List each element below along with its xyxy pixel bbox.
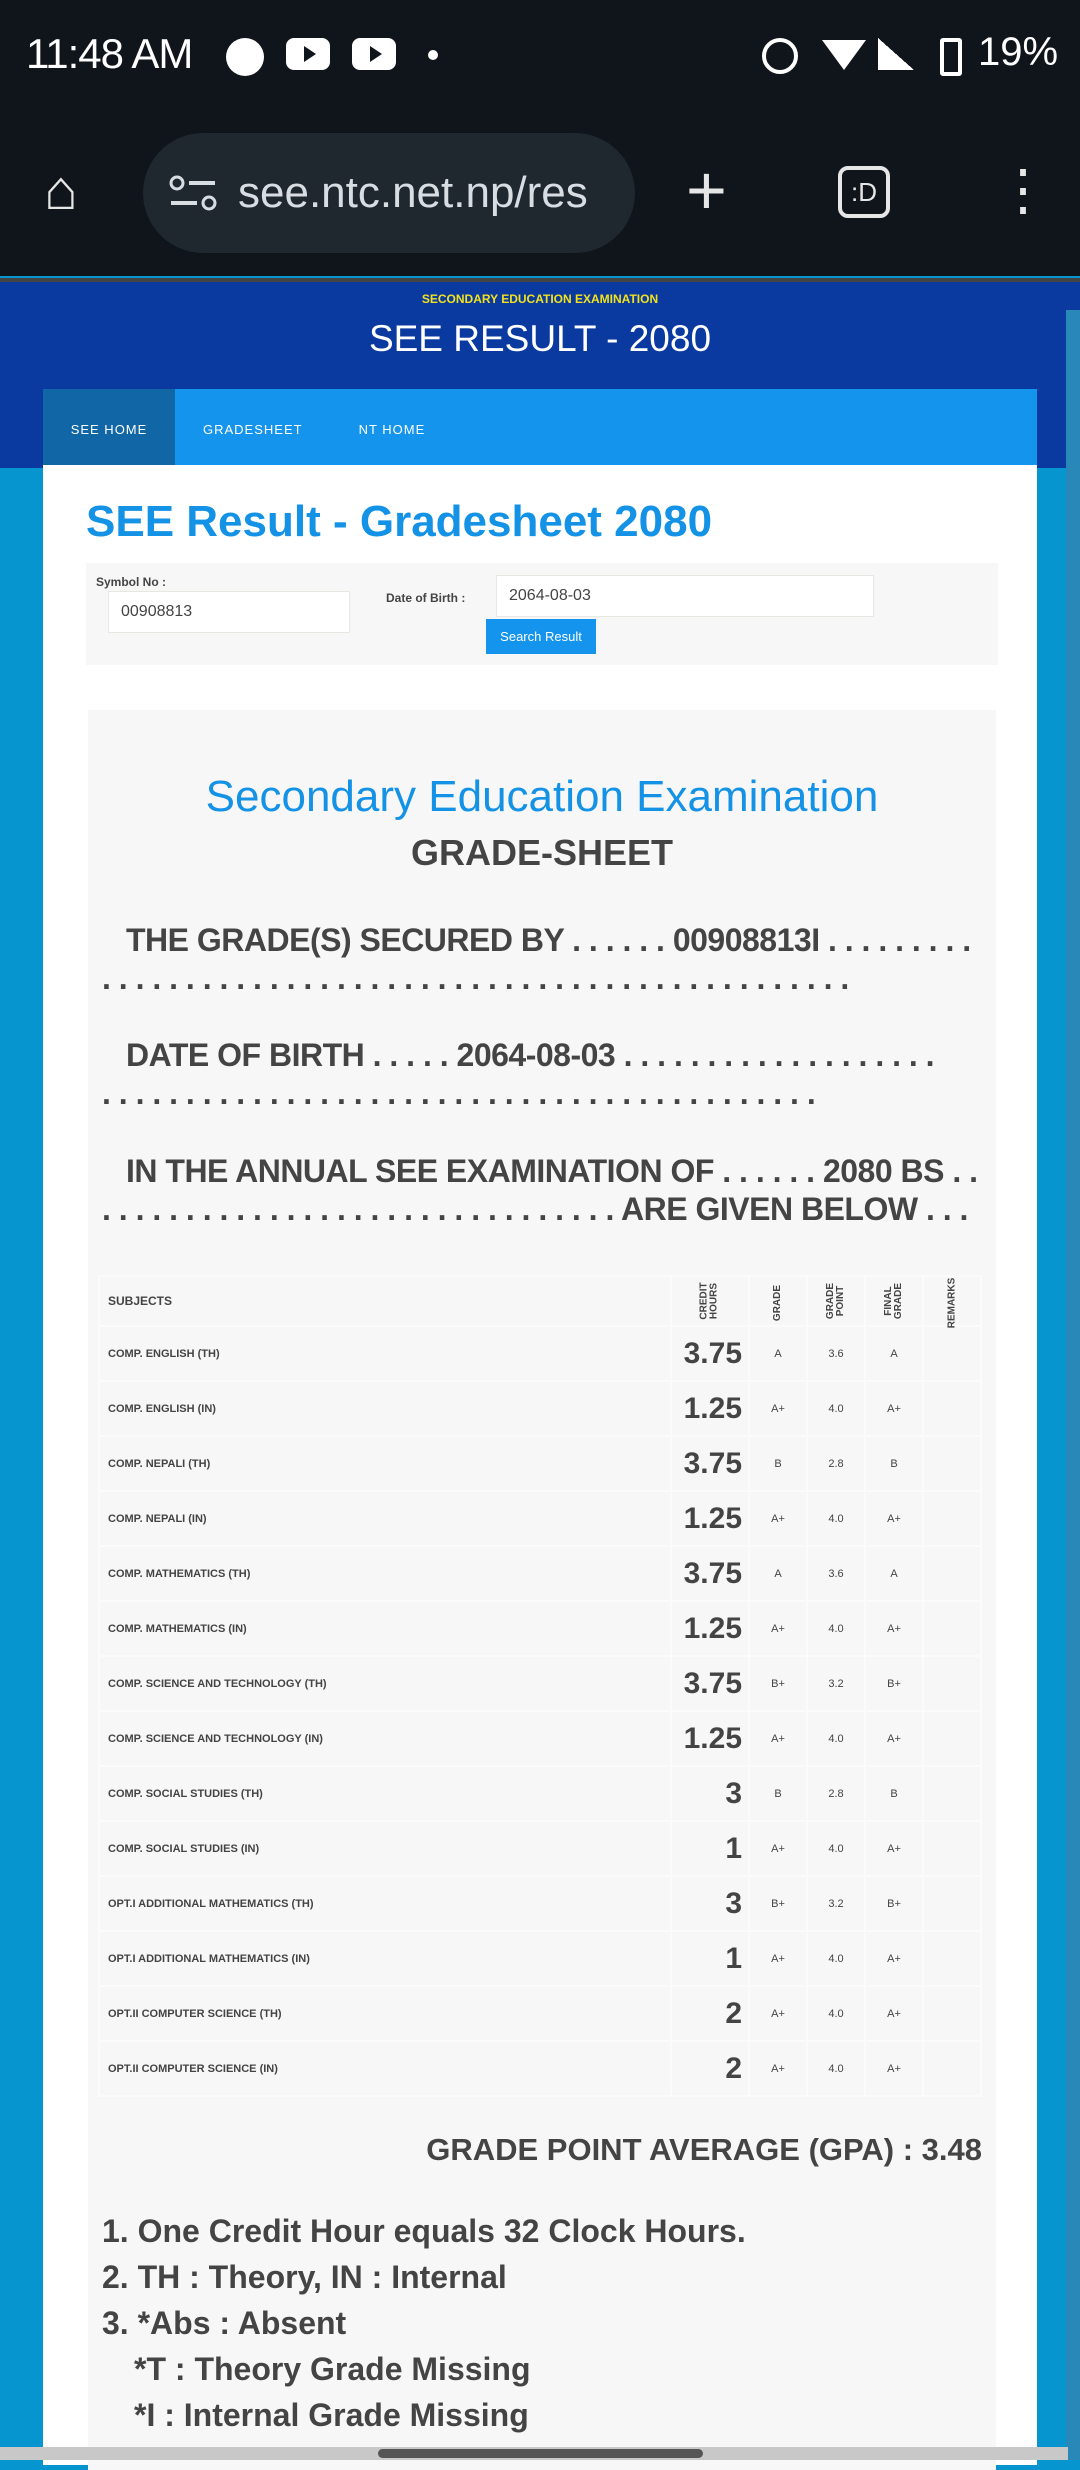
note: 2. TH : Theory, IN : Internal — [102, 2259, 507, 2295]
col-final-grade: FINAL GRADE — [883, 1282, 904, 1320]
grade-cell: A+ — [749, 1491, 807, 1546]
subject-cell: COMP. ENGLISH (IN) — [99, 1381, 671, 1436]
grade-cell: A+ — [749, 1601, 807, 1656]
credit-hours-cell: 1.25 — [671, 1381, 749, 1436]
credit-hours-cell: 3 — [671, 1876, 749, 1931]
home-icon[interactable]: ⌂ — [44, 158, 78, 221]
grade-point-cell: 2.8 — [807, 1766, 865, 1821]
subject-cell: COMP. MATHEMATICS (IN) — [99, 1601, 671, 1656]
subject-cell: COMP. SCIENCE AND TECHNOLOGY (TH) — [99, 1656, 671, 1711]
nav-gradesheet[interactable]: GRADESHEET — [203, 421, 303, 437]
grade-cell: A+ — [749, 1821, 807, 1876]
grade-cell: A+ — [749, 2041, 807, 2096]
secured-by-line: THE GRADE(S) SECURED BY . . . . . . 00908813I . . . . . . . . . — [126, 922, 971, 958]
grade-point-cell: 4.0 — [807, 1931, 865, 1986]
table-row — [99, 1491, 981, 1546]
sheet-subtitle: GRADE-SHEET — [410, 832, 674, 873]
youtube-icon — [286, 38, 330, 70]
credit-hours-cell: 3 — [671, 1766, 749, 1821]
credit-hours-cell: 1.25 — [671, 1601, 749, 1656]
battery-level: 19% — [978, 30, 1059, 74]
final-grade-cell: A+ — [865, 1711, 923, 1766]
page-title: SEE Result - Gradesheet 2080 — [86, 497, 713, 546]
content-panel — [43, 465, 1037, 2465]
final-grade-cell: B — [865, 1436, 923, 1491]
credit-hours-cell: 3.75 — [671, 1656, 749, 1711]
grade-cell: A+ — [749, 1381, 807, 1436]
final-grade-cell: A+ — [865, 1491, 923, 1546]
grade-cell: A — [749, 1326, 807, 1381]
subject-cell: OPT.I ADDITIONAL MATHEMATICS (TH) — [99, 1876, 671, 1931]
subject-cell: OPT.II COMPUTER SCIENCE (IN) — [99, 2041, 671, 2096]
gesture-bar — [0, 2447, 1068, 2460]
grades-table — [98, 1275, 982, 2097]
symbol-input[interactable]: 00908813 — [108, 591, 350, 633]
table-row — [99, 1326, 981, 1381]
header-subtitle: SECONDARY EDUCATION EXAMINATION — [421, 292, 659, 306]
credit-hours-cell: 2 — [671, 2041, 749, 2096]
grade-point-cell: 3.6 — [807, 1326, 865, 1381]
subject-cell: COMP. SCIENCE AND TECHNOLOGY (IN) — [99, 1711, 671, 1766]
remarks-cell — [923, 1601, 981, 1656]
grade-point-cell: 4.0 — [807, 1821, 865, 1876]
grade-point-cell: 4.0 — [807, 1381, 865, 1436]
col-remarks: REMARKS — [946, 1277, 957, 1329]
table-row — [99, 1986, 981, 2041]
remarks-cell — [923, 1766, 981, 1821]
search-form — [86, 563, 998, 665]
remarks-cell — [923, 1876, 981, 1931]
dots-line: . . . . . . . . . . . . . . . . . . . . . . . . . . . . . . . . . . . . . . . . . . . . . — [102, 960, 849, 996]
grade-point-cell: 3.2 — [807, 1876, 865, 1931]
tab-switcher-button[interactable]: :D — [838, 166, 890, 218]
grade-cell: A — [749, 1546, 807, 1601]
remarks-cell — [923, 1546, 981, 1601]
remarks-cell — [923, 2041, 981, 2096]
given-below-line: . . . . . . . . . . . . . . . . . . . . . . . . . . . . . . . ARE GIVEN BELOW . . . — [102, 1191, 968, 1227]
table-row — [99, 1711, 981, 1766]
grade-cell: B+ — [749, 1656, 807, 1711]
grade-cell: B — [749, 1766, 807, 1821]
dot-icon — [428, 50, 438, 60]
notes — [102, 2208, 746, 2438]
credit-hours-cell: 2 — [671, 1986, 749, 2041]
gpa: GRADE POINT AVERAGE (GPA) : 3.48 — [426, 2132, 982, 2167]
final-grade-cell: B — [865, 1766, 923, 1821]
dob-input[interactable]: 2064-08-03 — [496, 575, 874, 617]
grade-point-cell: 3.6 — [807, 1546, 865, 1601]
note: *I : Internal Grade Missing — [134, 2397, 529, 2433]
url-text[interactable]: see.ntc.net.np/res — [238, 168, 588, 217]
final-grade-cell: A+ — [865, 1601, 923, 1656]
col-credit-hours: CREDIT HOURS — [698, 1282, 720, 1320]
remarks-cell — [923, 1931, 981, 1986]
new-tab-icon[interactable]: + — [686, 151, 727, 229]
final-grade-cell: A+ — [865, 2041, 923, 2096]
grade-cell: B+ — [749, 1876, 807, 1931]
browser-toolbar — [0, 110, 1080, 276]
credit-hours-cell: 1 — [671, 1931, 749, 1986]
grade-point-cell: 4.0 — [807, 1601, 865, 1656]
search-result-button[interactable]: Search Result — [486, 619, 596, 654]
final-grade-cell: B+ — [865, 1876, 923, 1931]
final-grade-cell: B+ — [865, 1656, 923, 1711]
exam-line: IN THE ANNUAL SEE EXAMINATION OF . . . . . . 2080 BS . . — [126, 1153, 978, 1189]
final-grade-cell: A+ — [865, 1381, 923, 1436]
grade-point-cell: 3.2 — [807, 1656, 865, 1711]
symbol-label: Symbol No : — [96, 575, 167, 589]
wifi-icon — [822, 40, 866, 70]
remarks-cell — [923, 1821, 981, 1876]
address-bar[interactable] — [143, 133, 635, 253]
remarks-cell — [923, 1656, 981, 1711]
table-row — [99, 1876, 981, 1931]
dots-line: . . . . . . . . . . . . . . . . . . . . . . . . . . . . . . . . . . . . . . . . . . . — [102, 1075, 816, 1111]
remarks-cell — [923, 1436, 981, 1491]
table-row — [99, 1436, 981, 1491]
col-grade: GRADE — [772, 1284, 783, 1322]
remarks-cell — [923, 1986, 981, 2041]
subject-cell: COMP. NEPALI (IN) — [99, 1491, 671, 1546]
table-row — [99, 1656, 981, 1711]
grade-point-cell: 4.0 — [807, 1711, 865, 1766]
col-subjects: SUBJECTS — [99, 1276, 671, 1326]
status-bar — [0, 0, 1080, 110]
remarks-cell — [923, 1711, 981, 1766]
final-grade-cell: A — [865, 1326, 923, 1381]
credit-hours-cell: 1.25 — [671, 1711, 749, 1766]
table-row — [99, 1546, 981, 1601]
final-grade-cell: A+ — [865, 1821, 923, 1876]
final-grade-cell: A — [865, 1546, 923, 1601]
grade-cell: A+ — [749, 1986, 807, 2041]
credit-hours-cell: 3.75 — [671, 1436, 749, 1491]
col-grade-point: GRADE POINT — [825, 1282, 846, 1320]
messenger-icon — [226, 38, 264, 76]
credit-hours-cell: 3.75 — [671, 1546, 749, 1601]
table-row — [99, 1766, 981, 1821]
grade-point-cell: 4.0 — [807, 2041, 865, 2096]
table-row — [99, 1931, 981, 1986]
dob-label: Date of Birth : — [386, 591, 466, 605]
nav-nt-home[interactable]: NT HOME — [358, 421, 426, 437]
header-title: SEE RESULT - 2080 — [368, 318, 712, 359]
remarks-cell — [923, 1381, 981, 1436]
note: *T : Theory Grade Missing — [134, 2351, 531, 2387]
remarks-cell — [923, 1326, 981, 1381]
note: 1. One Credit Hour equals 32 Clock Hours. — [102, 2213, 746, 2249]
remarks-cell — [923, 1491, 981, 1546]
final-grade-cell: A+ — [865, 1986, 923, 2041]
more-menu-icon[interactable]: ⋮ — [995, 158, 1051, 221]
signal-icon — [878, 38, 914, 70]
subject-cell: COMP. SOCIAL STUDIES (IN) — [99, 1821, 671, 1876]
dob-line: DATE OF BIRTH . . . . . 2064-08-03 . . . . . . . . . . . . . . . . . . . — [126, 1037, 935, 1073]
site-settings-icon[interactable] — [169, 175, 219, 211]
grade-cell: B — [749, 1436, 807, 1491]
subject-cell: COMP. ENGLISH (TH) — [99, 1326, 671, 1381]
home-indicator[interactable] — [378, 2449, 703, 2458]
final-grade-cell: A+ — [865, 1931, 923, 1986]
credit-hours-cell: 3.75 — [671, 1326, 749, 1381]
note: 3. *Abs : Absent — [102, 2305, 347, 2341]
site-header — [0, 278, 1080, 468]
subject-cell: COMP. NEPALI (TH) — [99, 1436, 671, 1491]
youtube-icon — [352, 38, 396, 70]
table-row — [99, 1381, 981, 1436]
gradesheet — [88, 710, 996, 2470]
table-row — [99, 1601, 981, 1656]
main-nav — [43, 389, 1037, 469]
credit-hours-cell: 1.25 — [671, 1491, 749, 1546]
grade-point-cell: 4.0 — [807, 1986, 865, 2041]
nav-see-home[interactable]: SEE HOME — [43, 389, 175, 469]
subject-cell: COMP. SOCIAL STUDIES (TH) — [99, 1766, 671, 1821]
subject-cell: OPT.II COMPUTER SCIENCE (TH) — [99, 1986, 671, 2041]
grade-point-cell: 2.8 — [807, 1436, 865, 1491]
grade-point-cell: 4.0 — [807, 1491, 865, 1546]
subject-cell: COMP. MATHEMATICS (TH) — [99, 1546, 671, 1601]
table-header — [99, 1276, 981, 1326]
clock: 11:48 AM — [26, 30, 193, 77]
grade-cell: A+ — [749, 1931, 807, 1986]
table-row — [99, 2041, 981, 2096]
grade-cell: A+ — [749, 1711, 807, 1766]
credit-hours-cell: 1 — [671, 1821, 749, 1876]
page-scrollbar[interactable] — [1066, 310, 1080, 2460]
sheet-title: Secondary Education Examination — [205, 772, 879, 821]
table-row — [99, 1821, 981, 1876]
alarm-icon — [762, 38, 798, 74]
subject-cell: OPT.I ADDITIONAL MATHEMATICS (IN) — [99, 1931, 671, 1986]
battery-icon — [940, 38, 962, 76]
